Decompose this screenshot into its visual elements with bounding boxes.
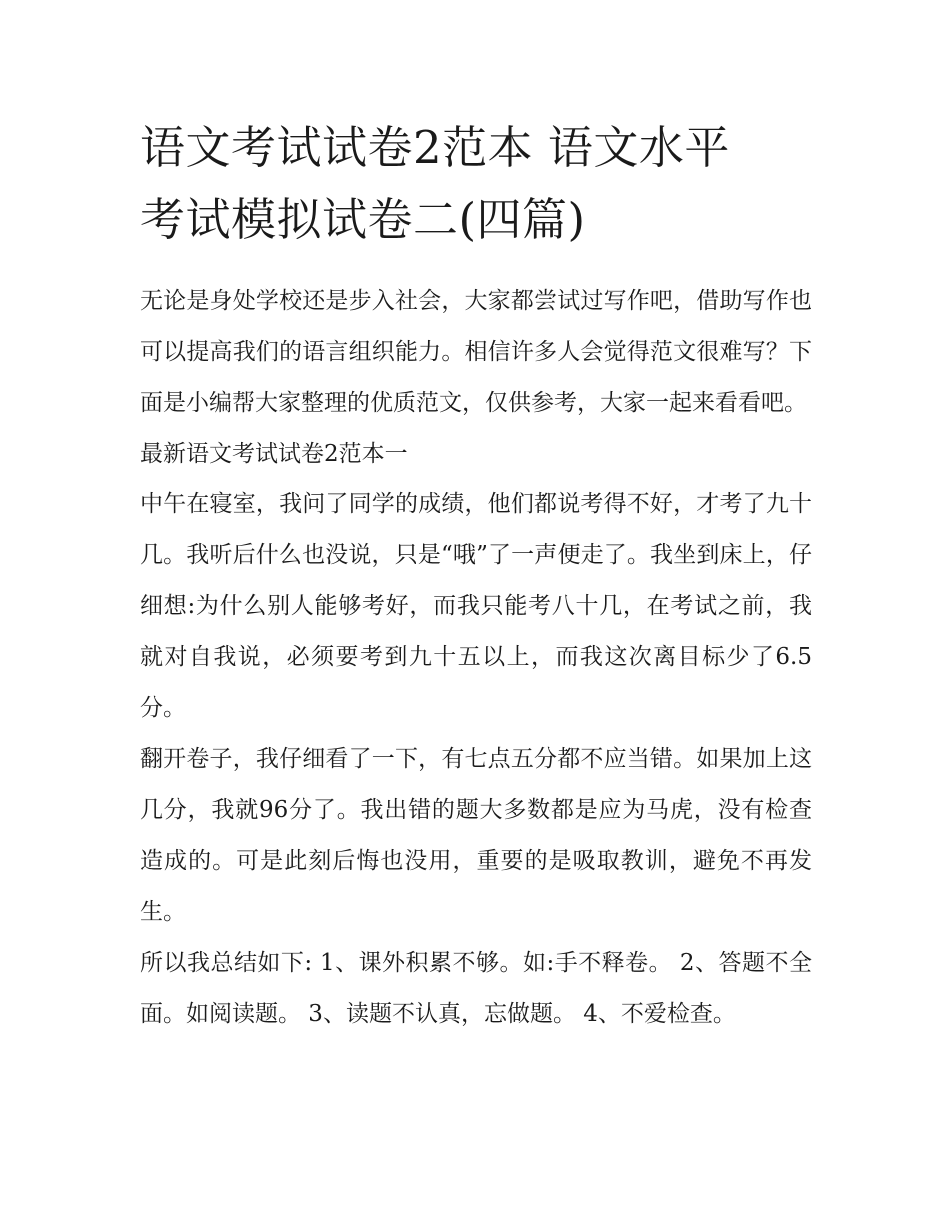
body-paragraph: 所以我总结如下: 1、课外积累不够。如:手不释卷。 2、答题不全面。如阅读题。 3、读题不认真，忘做题。 4、不爱检查。 — [140, 950, 812, 1027]
body-paragraph: 翻开卷子，我仔细看了一下，有七点五分都不应当错。如果加上这几分，我就96分了。我出错的题大多数都是应为马虎，没有检查造成的。可是此刻后悔也没用，重要的是吸取教训，避免不再发生。 — [140, 746, 812, 925]
document-body — [140, 276, 812, 1040]
title-line-2: 考试模拟试卷二(四篇) — [140, 193, 586, 246]
document-title — [140, 112, 812, 256]
title-line-1: 语文考试试卷2范本 语文水平 — [140, 121, 730, 174]
section-heading: 最新语文考试试卷2范本一 — [140, 441, 408, 467]
document-page — [140, 112, 812, 1040]
body-paragraph: 中午在寝室，我问了同学的成绩，他们都说考得不好，才考了九十几。我听后什么也没说，只是“哦”了一声便走了。我坐到床上，仔细想:为什么别人能够考好，而我只能考八十几，在考试之前，我就对自我说，必须要考到九十五以上，而我这次离目标少了6.5分。 — [140, 491, 812, 721]
intro-paragraph: 无论是身处学校还是步入社会，大家都尝试过写作吧，借助写作也可以提高我们的语言组织能力。相信许多人会觉得范文很难写？下面是小编帮大家整理的优质范文，仅供参考，大家一起来看看吧。 — [140, 288, 812, 416]
